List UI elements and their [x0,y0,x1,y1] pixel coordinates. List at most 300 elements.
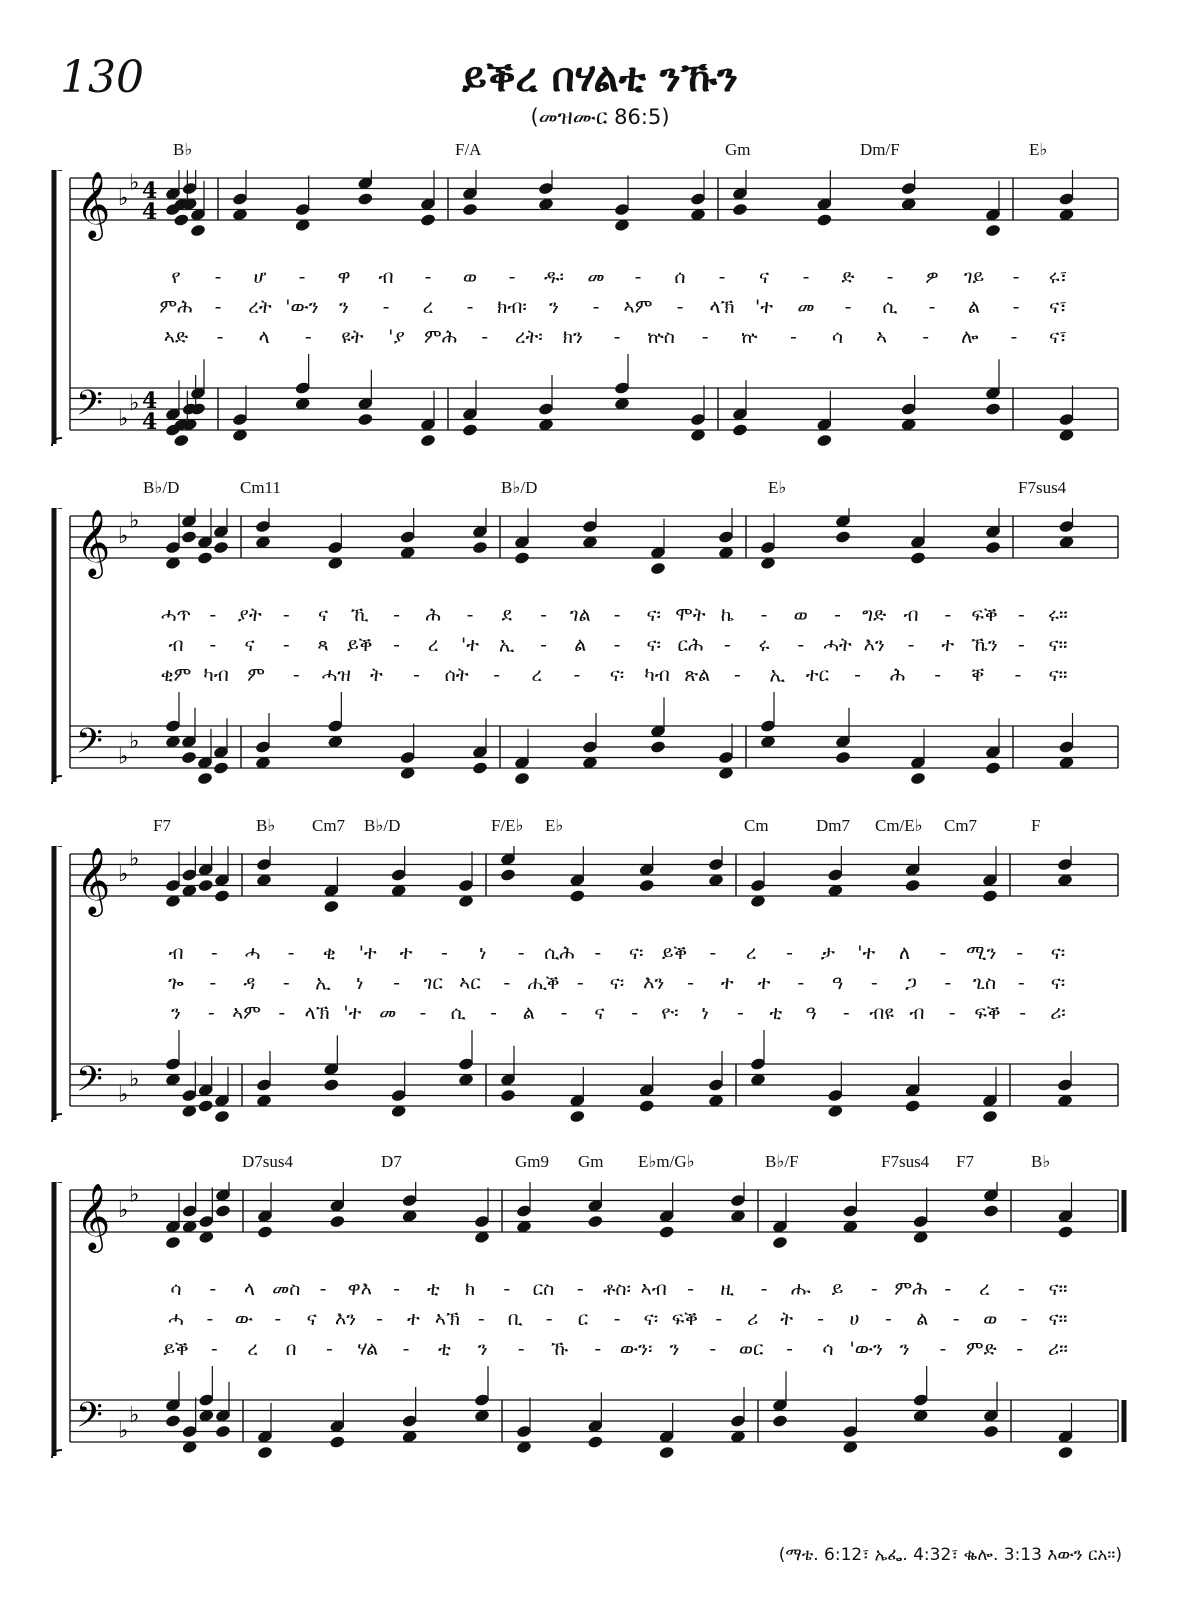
lyric-syllable: ውን፡ [619,1338,653,1360]
notehead [816,213,833,227]
syllable-hyphen: - [944,1278,952,1300]
flat-key-signature-icon: ♭ [118,1082,129,1108]
syllable-hyphen: - [709,942,717,964]
syllable-hyphen: - [928,296,936,318]
lyric-syllable: ኼን [971,634,998,656]
lyric-syllable: ቲ [438,1338,451,1360]
lyric-syllable: ሰት [444,664,469,686]
bass-clef-icon: 𝄢 [76,382,104,432]
syllable-hyphen: - [209,1278,217,1300]
lyric-line-2 [48,296,1138,324]
lyric-syllable: ይ [831,1278,844,1300]
syllable-hyphen: - [319,1278,327,1300]
lyric-syllable: ነ [701,1002,709,1024]
flat-key-signature-icon: ♭ [129,170,140,196]
notehead [500,868,517,882]
notehead [357,192,374,206]
lyric-syllable: እን [643,972,665,994]
syllable-hyphen: - [493,664,501,686]
syllable-hyphen: - [207,1002,215,1024]
syllable-hyphen: - [842,1002,850,1024]
lyric-syllable: ኣም [232,1002,261,1024]
lyric-syllable: ኣር [459,972,481,994]
notehead [215,1424,232,1438]
syllable-hyphen: - [393,972,400,994]
lyric-syllable: ሳ [831,326,844,348]
lyric-syllable: ዚ [720,1278,735,1300]
syllable-hyphen: - [304,326,312,348]
chord-symbol: F7sus4 [881,1152,930,1171]
syllable-hyphen: - [886,266,894,288]
lyric-syllable: ዓ [831,972,844,994]
notehead [904,1099,921,1113]
chord-symbol: Dm7 [816,816,850,835]
lyric-syllable: ላ [258,326,270,348]
syllable-hyphen: - [503,1278,511,1300]
syllable-hyphen: - [466,296,474,318]
lyric-syllable: ምሕ [159,296,193,318]
flat-key-signature-icon: ♭ [129,508,140,534]
syllable-hyphen: - [209,634,217,656]
syllable-hyphen: - [517,942,525,964]
lyric-syllable: ል [522,1002,535,1024]
notehead [173,433,190,447]
lyric-syllable: ን [171,1002,181,1024]
syllable-hyphen: - [573,664,581,686]
syllable-hyphen: - [733,664,741,686]
lyric-syllable: ዋ [337,266,351,288]
lyric-syllable: ኵስ [647,326,675,348]
lyric-syllable: ና [306,1308,317,1330]
syllable-hyphen: - [540,604,547,626]
notehead [982,1109,999,1123]
bass-clef-icon: 𝄢 [76,720,104,770]
syllable-hyphen: - [737,1002,744,1024]
chord-symbol: D7sus4 [242,1152,294,1171]
lyric-syllable: ረት፡ [514,326,543,348]
syllable-hyphen: - [424,266,432,288]
syllable-hyphen: - [508,266,516,288]
lyric-syllable: ረት [248,296,272,318]
notehead [904,878,921,892]
syllable-hyphen: - [786,942,793,964]
notehead [985,402,1002,416]
lyric-syllable: ነ [479,942,487,964]
lyric-syllable: ና፡ [628,942,644,964]
notehead [214,1109,231,1123]
hymn-subtitle: (መዝሙር 86:5) [530,105,670,129]
syllable-hyphen: - [613,326,621,348]
lyric-syllable: ላኽ [304,1002,330,1024]
notehead [587,1214,604,1228]
syllable-hyphen: - [282,604,290,626]
lyric-syllable: 'ተ [857,942,876,964]
syllable-hyphen: - [613,604,621,626]
lyric-syllable: ና [244,634,255,656]
treble-clef-icon: 𝄞 [76,508,111,576]
lyric-syllable: ሀ [849,1308,860,1330]
lyric-syllable: ኵ [741,326,758,348]
lyric-syllable: ብ [168,634,184,656]
syllable-hyphen: - [718,266,726,288]
chord-symbol: B♭/D [364,816,401,835]
lyric-syllable: ና፡ [1050,972,1066,994]
time-signature-bottom: 4 [142,409,158,435]
lyric-syllable: ቂ [322,942,336,964]
flat-key-signature-icon: ♭ [118,1198,129,1223]
chord-symbol: Gm [725,140,751,159]
chord-symbol: Gm9 [515,1152,549,1171]
lyric-syllable: ድ [841,266,855,288]
syllable-hyphen: - [210,942,218,964]
lyric-syllable: ክብ፡ [497,296,527,318]
chord-symbol: Cm7 [312,816,346,835]
notehead [910,771,927,785]
syllable-hyphen: - [413,664,420,686]
lyric-syllable: ተ [399,942,413,964]
lyric-syllable: ታ [820,942,836,964]
lyric-syllable: ቲ [426,1278,440,1300]
syllable-hyphen: - [278,1002,286,1024]
syllable-hyphen: - [210,1338,218,1360]
lyric-syllable: ል [967,296,981,318]
syllable-hyphen: - [797,634,805,656]
chord-symbol: F7sus4 [1018,478,1067,497]
lyric-syllable: ም [247,664,266,686]
notehead [472,540,489,554]
syllable-hyphen: - [287,942,295,964]
flat-key-signature-icon: ♭ [118,744,129,770]
chord-symbol: B♭ [173,140,193,159]
lyric-syllable: ብ [909,1002,925,1024]
syllable-hyphen: - [613,634,621,656]
music-system-2 [48,478,1138,788]
lyric-syllable: ና። [1048,1278,1068,1300]
notehead [462,423,479,437]
syllable-hyphen: - [631,1002,639,1024]
lyric-syllable: 'ያ [388,326,405,348]
lyric-syllable: ና [594,1002,605,1024]
chord-symbol: Cm11 [240,478,281,497]
lyric-syllable: ና፣ [1049,296,1067,318]
lyric-syllable: ጽል [684,664,711,686]
lyric-syllable: ገር [423,972,443,994]
lyric-syllable: ን [899,1338,910,1360]
syllable-hyphen: - [760,1278,768,1300]
lyric-syllable: ኢ [315,972,331,994]
lyric-syllable: ዋእ [347,1278,372,1300]
lyric-syllable: ኣም [623,296,653,318]
syllable-hyphen: - [216,326,224,348]
flat-key-signature-icon: ♭ [129,1066,140,1092]
syllable-hyphen: - [209,604,217,626]
chord-symbol: F [1031,816,1041,835]
notehead [983,1424,1000,1438]
notehead [197,1099,214,1113]
syllable-hyphen: - [797,972,805,994]
lyric-syllable: ለ [899,942,911,964]
flat-key-signature-icon: ♭ [118,1418,129,1444]
flat-key-signature-icon: ♭ [118,862,129,887]
lyric-syllable: ረ [531,664,543,686]
syllable-hyphen: - [922,326,930,348]
syllable-hyphen: - [1017,972,1025,994]
lyric-syllable: ወ [793,604,808,626]
lyric-syllable: ተ [407,1308,420,1330]
syllable-hyphen: - [834,604,841,626]
syllable-hyphen: - [209,972,217,994]
lyric-syllable: ያት [237,604,262,626]
lyric-syllable: ሳ [822,1338,834,1360]
lyric-syllable: ርሕ [677,634,704,656]
notehead [181,530,198,544]
notehead [190,223,207,237]
lyric-syllable: ሓ [168,1308,184,1330]
lyric-line-1 [48,942,1138,970]
lyric-syllable: ና፡ [643,1308,659,1330]
notehead [165,1414,182,1428]
lyric-syllable: ና፡ [646,634,662,656]
chord-symbol: E♭ [545,816,564,835]
syllable-hyphen: - [1017,1278,1025,1300]
notehead [982,889,999,903]
syllable-hyphen: - [948,1002,956,1024]
syllable-hyphen: - [576,1278,584,1300]
syllable-hyphen: - [854,664,861,686]
lyric-syllable: ብዩ [869,1002,894,1024]
chord-symbol: F7 [956,1152,974,1171]
scripture-references: (ማቴ. 6:12፣ ኤፌ. 4:32፣ ቈሎ. 3:13 እውን ርአ።) [778,1545,1122,1565]
notehead [420,433,437,447]
notehead [983,1204,1000,1218]
lyric-syllable: ኣድ [163,326,189,348]
lyric-syllable: ሲሕ [544,942,575,964]
notehead [650,561,667,575]
lyric-syllable: ቐ [971,664,985,686]
time-signature-top: 4 [142,178,158,204]
notehead [173,213,190,227]
chord-symbol: F7 [153,816,171,835]
lyric-syllable: ረ [247,1338,259,1360]
lyric-syllable: ሆ [253,266,267,288]
syllable-hyphen: - [576,972,584,994]
syllable-hyphen: - [676,296,684,318]
lyric-syllable: ሃል [357,1338,379,1360]
flat-key-signature-icon: ♭ [129,1182,140,1208]
lyric-syllable: ሎ [961,326,979,348]
notehead [213,540,230,554]
lyric-syllable: ረ [422,296,434,318]
syllable-hyphen: - [1012,266,1020,288]
lyric-syllable: ይቕ [661,942,688,964]
chord-symbol: Gm [578,1152,604,1171]
notehead [197,771,214,785]
syllable-hyphen: - [939,942,947,964]
lyric-syllable: ን [669,1338,680,1360]
lyric-syllable: ጐ [168,972,184,994]
chord-symbol: F/E♭ [491,816,524,835]
lyric-syllable: ሲ [450,1002,466,1024]
lyric-syllable: ሞት [675,604,706,626]
syllable-hyphen: - [1019,1002,1027,1024]
music-system-1 [48,140,1138,450]
lyric-syllable: ን [339,296,349,318]
lyric-syllable: 'ተ [343,1002,362,1024]
chord-symbol: E♭ [1029,140,1048,159]
syllable-hyphen: - [634,266,642,288]
notehead [985,540,1002,554]
lyric-syllable: ሪ። [1048,1338,1068,1360]
lyric-syllable: ሩ፣ [1048,266,1068,288]
lyric-syllable: ሕ [425,604,442,626]
syllable-hyphen: - [1017,604,1025,626]
lyric-syllable: ዮ፡ [661,1002,679,1024]
lyric-syllable: ቂም [160,664,192,686]
lyric-line-1 [48,1278,1138,1306]
syllable-hyphen: - [282,634,290,656]
lyric-syllable: ን [477,1338,488,1360]
lyric-syllable: ሪ፡ [1050,1002,1066,1024]
lyric-syllable: 'ውን [285,296,319,318]
syllable-hyphen: - [1016,1338,1024,1360]
lyric-line-3 [48,1002,1138,1030]
syllable-hyphen: - [298,266,306,288]
lyric-syllable: ረ [427,634,439,656]
lyric-syllable: ሕ [889,664,906,686]
lyric-syllable: ሰ [674,266,686,288]
notehead [500,1088,517,1102]
syllable-hyphen: - [481,326,489,348]
lyric-syllable: ርስ [532,1278,555,1300]
syllable-hyphen: - [884,1308,892,1330]
syllable-hyphen: - [274,1308,282,1330]
syllable-hyphen: - [376,1308,383,1330]
notehead [181,750,198,764]
lyric-syllable: ና፣ [1049,326,1067,348]
lyric-syllable: ይቕ [347,634,373,656]
syllable-hyphen: - [393,604,400,626]
lyric-syllable: ምሕ [423,326,458,348]
lyric-syllable: ምድ [965,1338,997,1360]
syllable-hyphen: - [540,634,547,656]
lyric-syllable: ኹ [550,1338,569,1360]
notehead [732,423,749,437]
chord-row [48,478,1138,504]
syllable-hyphen: - [1017,634,1025,656]
syllable-hyphen: - [206,1308,214,1330]
syllable-hyphen: - [789,326,797,348]
syllable-hyphen: - [490,1002,497,1024]
chord-symbol: B♭ [1031,1152,1051,1171]
flat-key-signature-icon: ♭ [129,846,140,872]
notehead [1057,1445,1074,1459]
lyric-syllable: ተ [757,972,771,994]
lyric-syllable: ጋ [905,972,917,994]
lyric-line-2 [48,634,1138,662]
notehead [197,878,214,892]
bass-clef-icon: 𝄢 [76,1058,104,1108]
lyric-syllable: ኣኽ [434,1308,460,1330]
lyric-syllable: ረ [979,1278,990,1300]
lyric-syllable: ል [574,634,587,656]
music-system-3 [48,816,1138,1126]
notehead [835,530,852,544]
syllable-hyphen: - [282,972,290,994]
lyric-syllable: ሩ [758,634,770,656]
chord-symbol: Cm [744,816,769,835]
lyric-syllable: እን [863,634,885,656]
treble-clef-icon: 𝄞 [76,170,111,238]
syllable-hyphen: - [1010,326,1018,348]
notehead [257,1225,274,1239]
lyric-syllable: እን [334,1308,357,1330]
notehead [213,761,230,775]
notehead [569,1109,586,1123]
chord-symbol: Cm7 [944,816,978,835]
lyric-syllable: ሒቕ [527,972,560,994]
notehead [514,551,531,565]
notehead [835,750,852,764]
syllable-hyphen: - [687,972,694,994]
syllable-hyphen: - [760,604,768,626]
chord-row [48,1152,1138,1178]
notehead [1057,1225,1074,1239]
syllable-hyphen: - [687,1278,694,1300]
lyric-syllable: ዓ [805,1002,817,1024]
notehead [472,761,489,775]
lyric-line-1 [48,266,1138,294]
lyric-syllable: ክን [562,326,583,348]
notehead [650,740,667,754]
chord-symbol: E♭m/G♭ [638,1152,695,1171]
lyric-syllable: ሓጥ [161,604,191,626]
lyric-syllable: ጻ [317,634,329,656]
notehead [215,1204,232,1218]
lyric-syllable: የ [171,266,181,288]
chord-symbol: Cm/E♭ [875,816,923,835]
lyric-syllable: ደ [501,604,512,626]
notehead [323,899,340,913]
syllable-hyphen: - [786,1338,793,1360]
lyric-line-3 [48,1338,1138,1366]
syllable-hyphen: - [844,296,852,318]
chord-symbol: E♭ [768,478,787,497]
notehead [514,771,531,785]
lyric-line-3 [48,326,1138,354]
lyric-syllable: ና። [1048,634,1068,656]
syllable-hyphen: - [560,1002,568,1024]
syllable-hyphen: - [477,1308,485,1330]
hymn-title: ይቕረ በሃልቲ ንኹን [462,55,738,101]
lyric-syllable: ቢ [507,1308,523,1330]
lyric-syllable: ላኽ [709,296,735,318]
lyric-syllable: ተ [941,634,955,656]
syllable-hyphen: - [517,1338,525,1360]
notehead [772,1235,789,1249]
lyric-syllable: ሪ [747,1308,759,1330]
syllable-hyphen: - [709,1338,717,1360]
lyric-syllable: ዎ [925,266,939,288]
notehead [165,1235,182,1249]
lyric-syllable: ተ [720,972,734,994]
lyric-syllable: 'ውን [849,1338,883,1360]
syllable-hyphen: - [944,972,952,994]
notehead [985,761,1002,775]
syllable-hyphen: - [701,326,709,348]
lyric-syllable: ምሕ [894,1278,928,1300]
syllable-hyphen: - [952,1308,960,1330]
notehead [772,1414,789,1428]
